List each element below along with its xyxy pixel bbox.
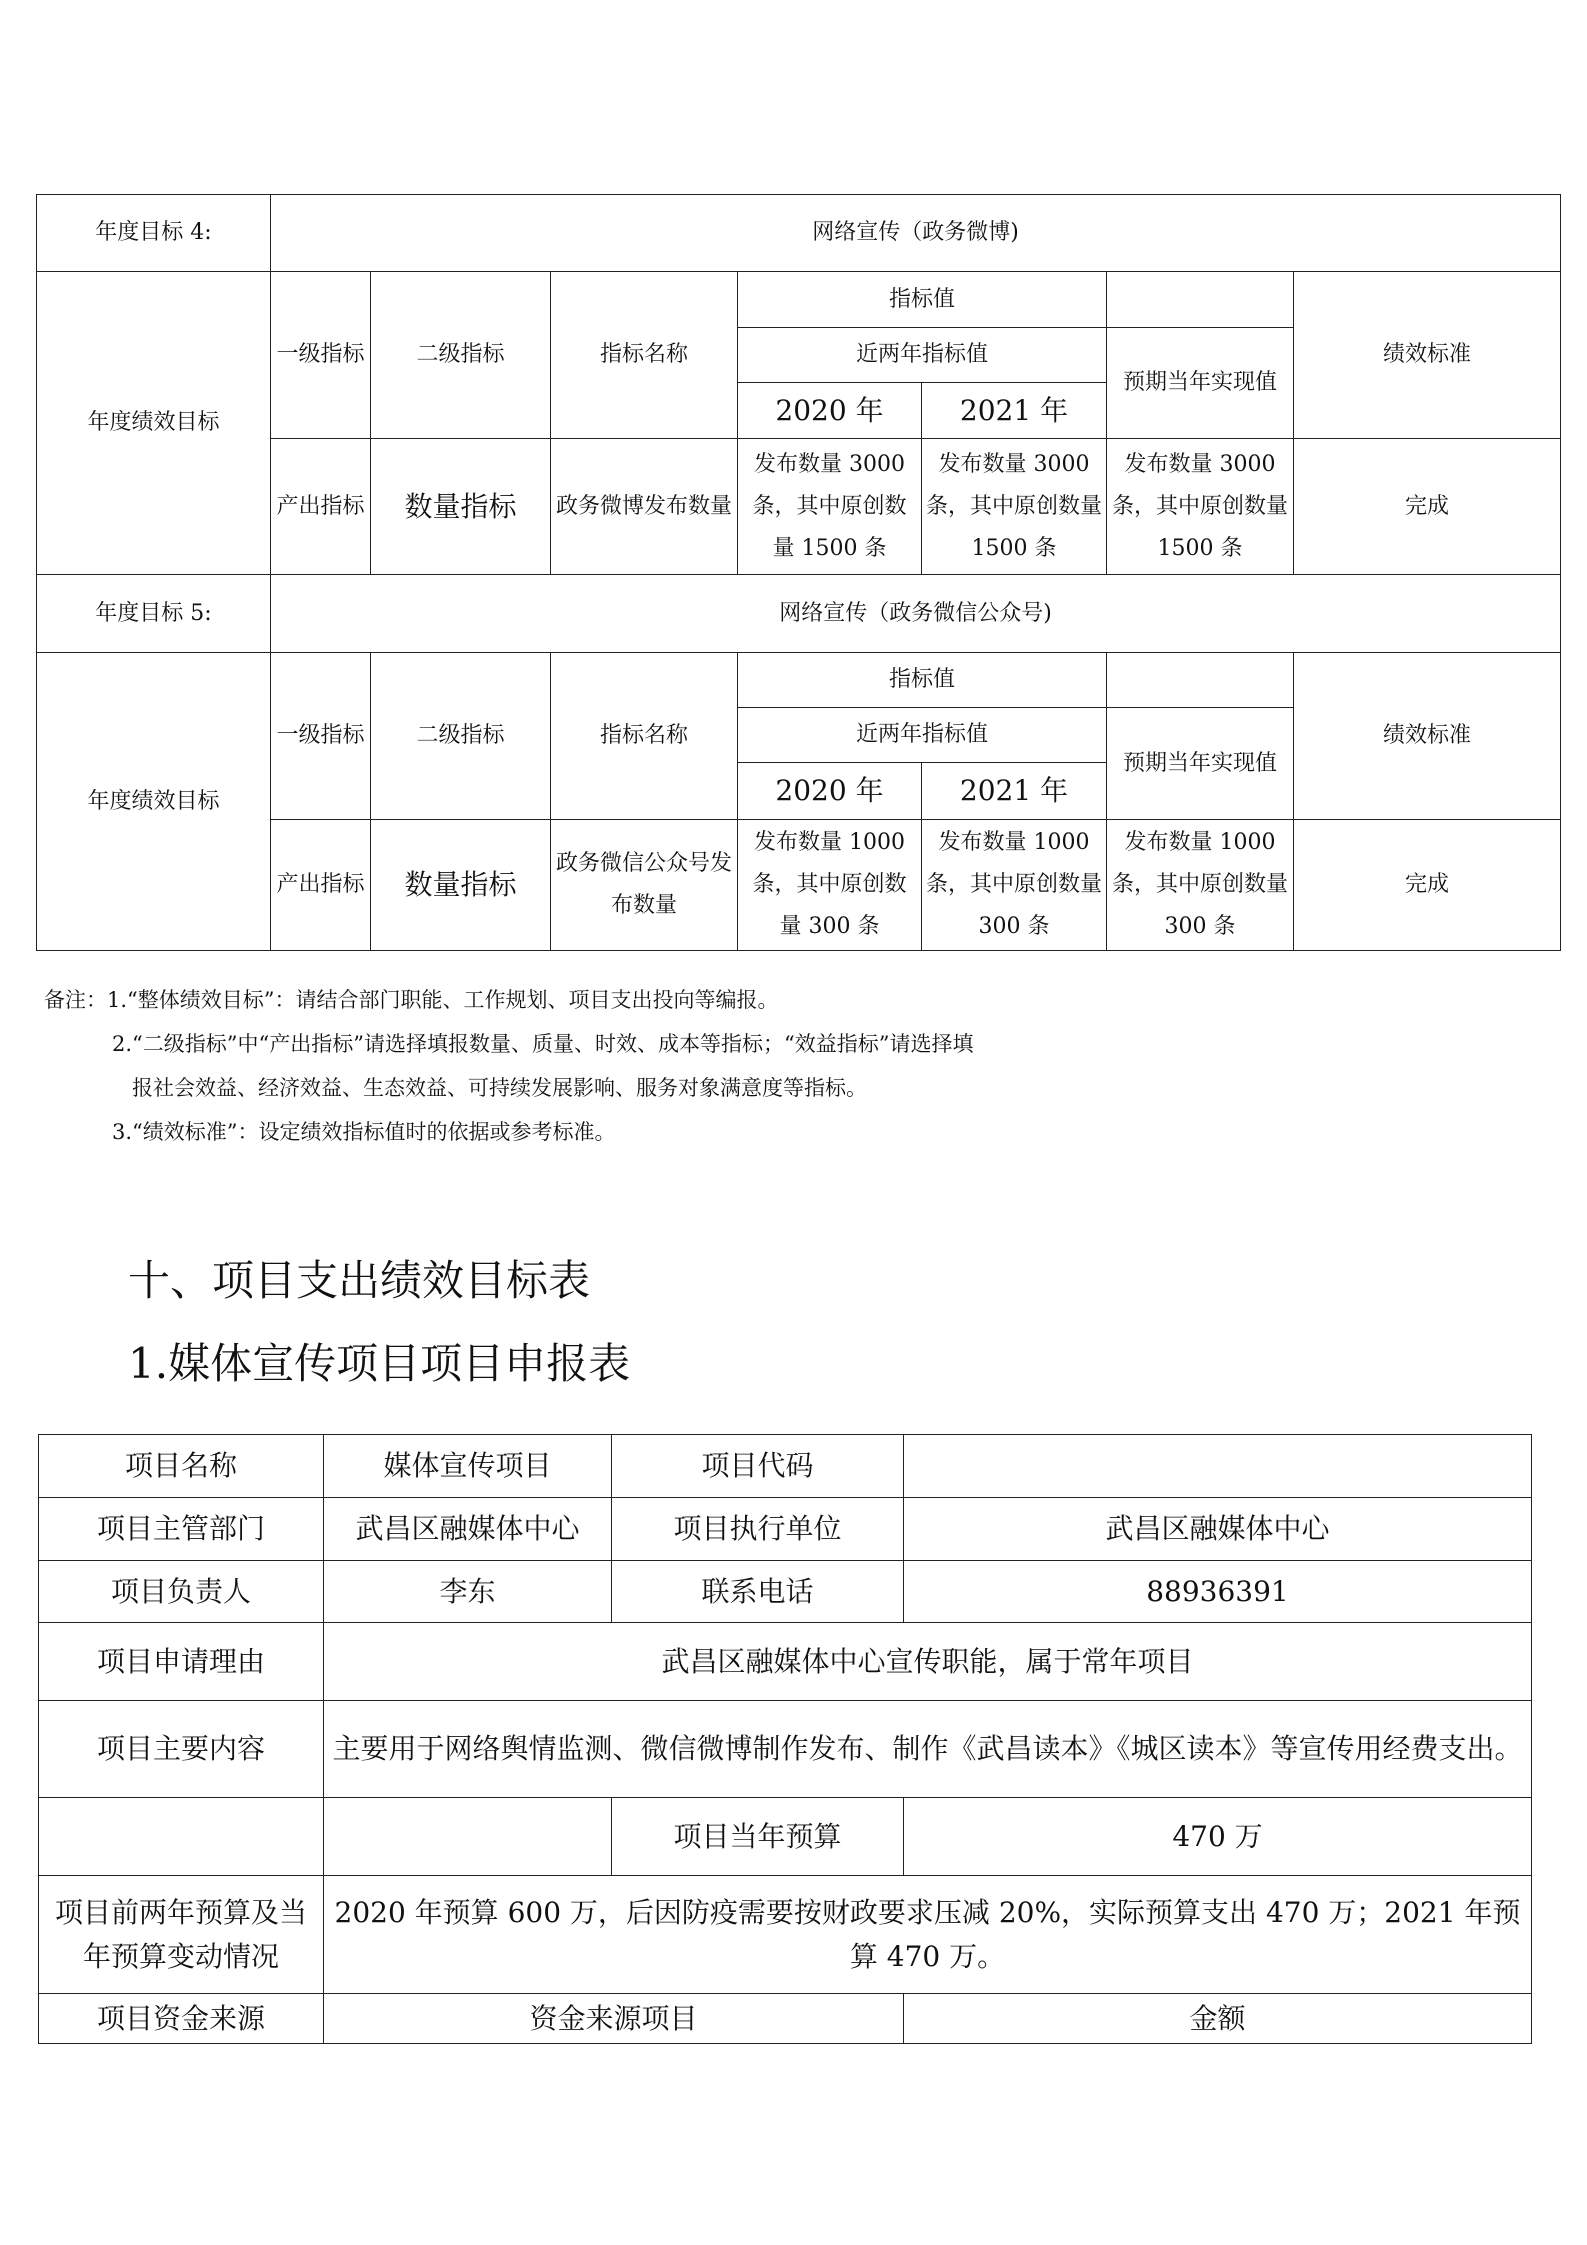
project-row-dept [39, 1498, 1532, 1561]
project-fund-amount: 金额 [904, 1994, 1532, 2044]
project-budget-value: 470 万 [904, 1798, 1532, 1876]
project-fund-label: 项目资金来源 [39, 1994, 324, 2044]
project-content-label: 项目主要内容 [39, 1701, 324, 1798]
project-row-name [39, 1435, 1532, 1498]
note-line-3: 报社会效益、经济效益、生态效益、可持续发展影响、服务对象满意度等指标。 [132, 1076, 867, 1100]
project-budget-label: 项目当年预算 [612, 1798, 904, 1876]
goal5-hdr-blank [1107, 653, 1294, 708]
goal5-row-level1: 产出指标 [271, 820, 371, 951]
project-budget-blank-2 [324, 1798, 612, 1876]
goal4-label: 年度目标 4: [37, 195, 271, 272]
project-budget-blank-1 [39, 1798, 324, 1876]
note-line-4: 3.“绩效标准”：设定绩效指标值时的依据或参考标准。 [112, 1120, 616, 1144]
goal5-hdr-2020: 2020 年 [738, 763, 922, 820]
sub-title: 1.媒体宣传项目项目申报表 [128, 1339, 631, 1388]
goal4-hdr-recent: 近两年指标值 [738, 328, 1107, 383]
goal4-hdr-2021: 2021 年 [922, 383, 1107, 439]
goal4-perf-label: 年度绩效目标 [37, 272, 271, 575]
goal4-row-expected: 发布数量 3000 条，其中原创数量 1500 条 [1107, 439, 1294, 575]
project-row-fund [39, 1994, 1532, 2044]
goal5-row-2021: 发布数量 1000 条，其中原创数量 300 条 [922, 820, 1107, 951]
project-name-value: 媒体宣传项目 [324, 1435, 612, 1498]
project-fund-item: 资金来源项目 [324, 1994, 904, 2044]
goal4-row-2021: 发布数量 3000 条，其中原创数量 1500 条 [922, 439, 1107, 575]
project-reason-label: 项目申请理由 [39, 1623, 324, 1701]
project-row-content [39, 1701, 1532, 1798]
goal5-title: 网络宣传（政务微信公众号) [271, 575, 1561, 653]
goal5-perf-label: 年度绩效目标 [37, 653, 271, 951]
goal5-hdr-level1: 一级指标 [271, 653, 371, 820]
project-row-reason [39, 1623, 1532, 1701]
goal4-hdr-level2: 二级指标 [371, 272, 551, 439]
goal5-row-standard: 完成 [1294, 820, 1561, 951]
project-code-label: 项目代码 [612, 1435, 904, 1498]
goal4-row-standard: 完成 [1294, 439, 1561, 575]
goal5-hdr-2021: 2021 年 [922, 763, 1107, 820]
project-prev-value: 2020 年预算 600 万，后因防疫需要按财政要求压减 20%，实际预算支出 470 万；2021 年预算 470 万。 [324, 1876, 1532, 1994]
goal4-header-row [37, 272, 1561, 328]
goal5-title-row [37, 575, 1561, 653]
project-owner-value: 李东 [324, 1561, 612, 1623]
project-reason-value: 武昌区融媒体中心宣传职能，属于常年项目 [324, 1623, 1532, 1701]
goal4-row-2020: 发布数量 3000 条，其中原创数量 1500 条 [738, 439, 922, 575]
project-exec-label: 项目执行单位 [612, 1498, 904, 1561]
goal5-row-2020: 发布数量 1000 条，其中原创数量 300 条 [738, 820, 922, 951]
project-prev-label: 项目前两年预算及当年预算变动情况 [39, 1876, 324, 1994]
note-line-2: 2.“二级指标”中“产出指标”请选择填报数量、质量、时效、成本等指标；“效益指标”请选择填 [112, 1032, 974, 1056]
goal5-hdr-expected: 预期当年实现值 [1107, 708, 1294, 820]
goal4-row-name: 政务微博发布数量 [551, 439, 738, 575]
goal4-title: 网络宣传（政务微博) [271, 195, 1561, 272]
goal5-hdr-recent: 近两年指标值 [738, 708, 1107, 763]
goal4-hdr-blank [1107, 272, 1294, 328]
goal5-hdr-name: 指标名称 [551, 653, 738, 820]
goal5-hdr-level2: 二级指标 [371, 653, 551, 820]
project-dept-label: 项目主管部门 [39, 1498, 324, 1561]
goal4-row-level2: 数量指标 [371, 439, 551, 575]
goal4-hdr-expected: 预期当年实现值 [1107, 328, 1294, 439]
project-row-owner [39, 1561, 1532, 1623]
project-application-table [38, 1434, 1532, 2044]
notes-block [44, 978, 973, 1154]
project-code-value [904, 1435, 1532, 1498]
project-row-prev [39, 1876, 1532, 1994]
goal4-hdr-value: 指标值 [738, 272, 1107, 328]
project-phone-value: 88936391 [904, 1561, 1532, 1623]
goal4-hdr-level1: 一级指标 [271, 272, 371, 439]
project-name-label: 项目名称 [39, 1435, 324, 1498]
project-row-budget [39, 1798, 1532, 1876]
goal4-hdr-2020: 2020 年 [738, 383, 922, 439]
goal4-hdr-name: 指标名称 [551, 272, 738, 439]
section-title: 十、项目支出绩效目标表 [128, 1256, 591, 1305]
goal5-hdr-value: 指标值 [738, 653, 1107, 708]
goal5-row-level2: 数量指标 [371, 820, 551, 951]
goal5-row-name: 政务微信公众号发布数量 [551, 820, 738, 951]
goal4-title-row [37, 195, 1561, 272]
goal5-header-row [37, 653, 1561, 708]
goal5-row-expected: 发布数量 1000 条，其中原创数量 300 条 [1107, 820, 1294, 951]
goal4-row-level1: 产出指标 [271, 439, 371, 575]
project-phone-label: 联系电话 [612, 1561, 904, 1623]
project-owner-label: 项目负责人 [39, 1561, 324, 1623]
project-content-value: 主要用于网络舆情监测、微信微博制作发布、制作《武昌读本》《城区读本》等宣传用经费支出。 [324, 1701, 1532, 1798]
project-exec-value: 武昌区融媒体中心 [904, 1498, 1532, 1561]
performance-goals-table [36, 194, 1561, 951]
goal4-hdr-standard: 绩效标准 [1294, 272, 1561, 439]
goal5-hdr-standard: 绩效标准 [1294, 653, 1561, 820]
note-line-1: 备注：1.“整体绩效目标”：请结合部门职能、工作规划、项目支出投向等编报。 [44, 988, 779, 1012]
project-dept-value: 武昌区融媒体中心 [324, 1498, 612, 1561]
goal5-label: 年度目标 5: [37, 575, 271, 653]
